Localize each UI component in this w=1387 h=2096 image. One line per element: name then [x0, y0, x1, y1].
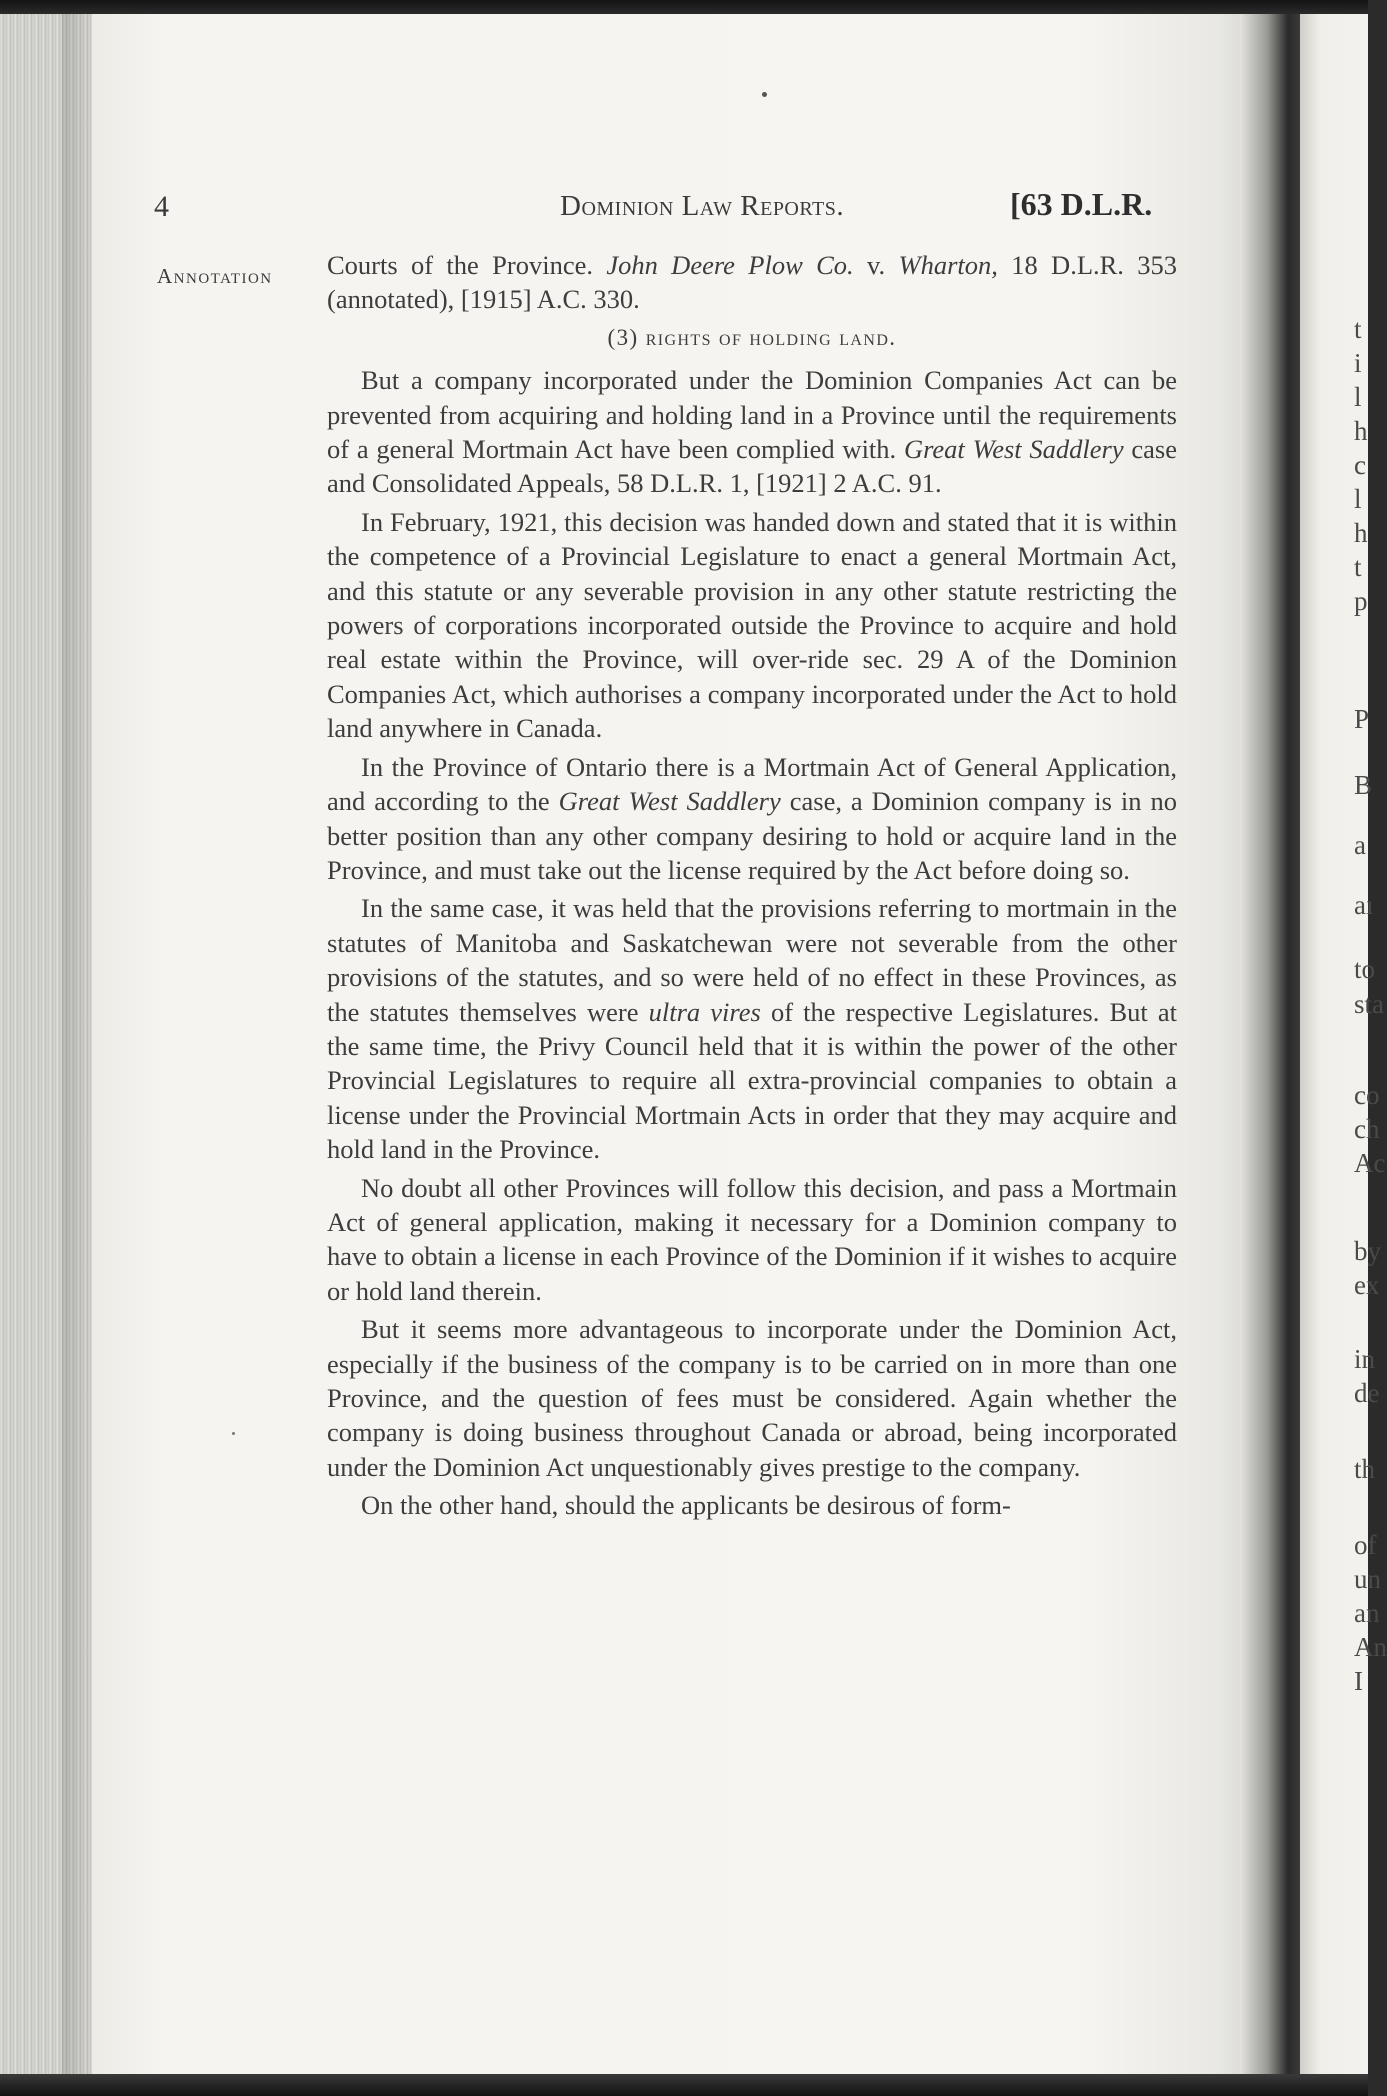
text-run: case, a Dominion company is in no better position than any other company desiring to hold or acquire land in the Province, and must take out the license required by the Act before doing so. [327, 786, 1178, 885]
running-title: Dominion Law Reports. [560, 190, 845, 222]
facing-page-fragment: aı [1354, 890, 1374, 920]
facing-page-fragment: t [1354, 552, 1362, 582]
facing-page-fragment: B [1354, 770, 1373, 800]
paragraph [327, 248, 1177, 317]
text-run: Courts of the Province. [327, 250, 607, 280]
facing-page-fragment: h [1354, 416, 1368, 446]
volume-reference: [63 D.L.R. [1010, 186, 1153, 222]
facing-page-fragment: in [1354, 1344, 1376, 1374]
article-body [327, 248, 1177, 1523]
facing-page-fragment: c [1354, 450, 1366, 480]
margin-label: Annotation [157, 264, 273, 288]
text-run: But a company incorporated under the Dominion Companies Act can be prevented from acquiring and holding land in a Province until the requirements of a general Mortmain Act have been complied with. [327, 365, 1177, 465]
paragraph: No doubt all other Provinces will follow this decision, and pass a Mortmain Act of general application, making it necessary for a Dominion company to have to obtain a license in each Province of the Dominion if it wishes to acquire or hold land therein. [327, 1172, 1177, 1306]
page-stack-edge [0, 14, 92, 2074]
text-run: In the Province of Ontario there is a Mortmain Act of General Application, and according to the [327, 751, 1177, 817]
text-run: case and Consolidated Appeals, 58 D.L.R. 1, [1921] 2 A.C. 91. [327, 434, 1177, 499]
facing-page-fragment: ex [1354, 1270, 1380, 1300]
facing-page-fragment: to [1354, 954, 1376, 984]
facing-page-fragment: un [1354, 1564, 1381, 1594]
facing-page-fragment: of [1354, 1530, 1377, 1560]
paragraph: On the other hand, should the applicants be desirous of form- [361, 1490, 1011, 1521]
facing-page-fragment: sta [1354, 989, 1384, 1019]
facing-page-fragment: l [1354, 484, 1362, 514]
facing-page-fragment: I [1354, 1666, 1363, 1696]
facing-page-fragment: an [1354, 1598, 1380, 1628]
case-name: Wharton, [898, 250, 998, 280]
text-run: of the respective Legislatures. But at the same time, the Privy Council held that it is within the power of the other Provincial Legislatures to require all extra-provincial companies to obtain a license under the Provincial Mortmain Acts in order that they may acquire and hold land in the Province. [327, 996, 1177, 1165]
facing-page-fragment: t [1354, 314, 1362, 344]
facing-page-fragment: p [1354, 586, 1368, 616]
scan-bottom-edge [0, 2074, 1368, 2096]
facing-page-fragment: Ac [1354, 1148, 1386, 1178]
print-speck [762, 92, 767, 97]
facing-page-fragment: a [1354, 830, 1366, 860]
text-run: In the same case, it was held that the provisions referring to mortmain in the statutes of Manitoba and Saskatchewan were not severable from the other provisions of the statutes, and so were held of no effect in these Provinces, as the statutes themselves were [327, 893, 1177, 1027]
facing-page-fragment: ch [1354, 1114, 1380, 1144]
facing-page-fragment: th [1354, 1454, 1376, 1484]
paragraph [327, 750, 1177, 888]
facing-page-fragment: An [1354, 1632, 1387, 1662]
page-number: 4 [154, 190, 169, 223]
paragraph: But it seems more advantageous to incorporate under the Dominion Act, especially if the business of the company is to be carried on in more than one Province, and the question of fees must be considered. Again whether the company is doing business throughout Canada or abroad, being incorporated under the Dominion Act unquestionably gives prestige to the company. [327, 1314, 1177, 1482]
facing-page-fragment: l [1354, 382, 1362, 412]
case-name: John Deere Plow Co. [606, 250, 854, 280]
facing-page-fragment: P [1354, 704, 1370, 734]
section-heading: (3) rights of holding land. [607, 324, 897, 350]
case-name: Great West Saddlery [903, 434, 1124, 465]
facing-page-fragment: de [1354, 1378, 1380, 1408]
text-run: 18 D.L.R. 353 (annotated), [1915] A.C. 330. [327, 250, 1178, 315]
latin-phrase: ultra vires [648, 996, 761, 1027]
facing-page-fragment: co [1354, 1080, 1380, 1110]
book-gutter [1240, 14, 1300, 2074]
facing-page-fragment: by [1354, 1236, 1381, 1266]
text-run: v. [853, 250, 899, 280]
facing-page [1300, 14, 1387, 2074]
paragraph [327, 891, 1177, 1166]
print-speck [232, 1432, 235, 1435]
facing-page-fragment: h [1354, 518, 1368, 548]
paragraph: In February, 1921, this decision was handed down and stated that it is within the competence of a Provincial Legislature to enact a general Mortmain Act, and this statute or any severable provision in any other statute restricting the powers of corporations incorporated outside the Province to acquire and hold real estate within the Province, will over-ride sec. 29 A of the Dominion Companies Act, which authorises a company incorporated under the Act to hold land anywhere in Canada. [327, 506, 1177, 744]
paragraph [327, 363, 1177, 501]
facing-page-fragment: i [1354, 348, 1362, 378]
scan-top-edge [0, 0, 1368, 14]
case-name: Great West Saddlery [558, 786, 781, 817]
